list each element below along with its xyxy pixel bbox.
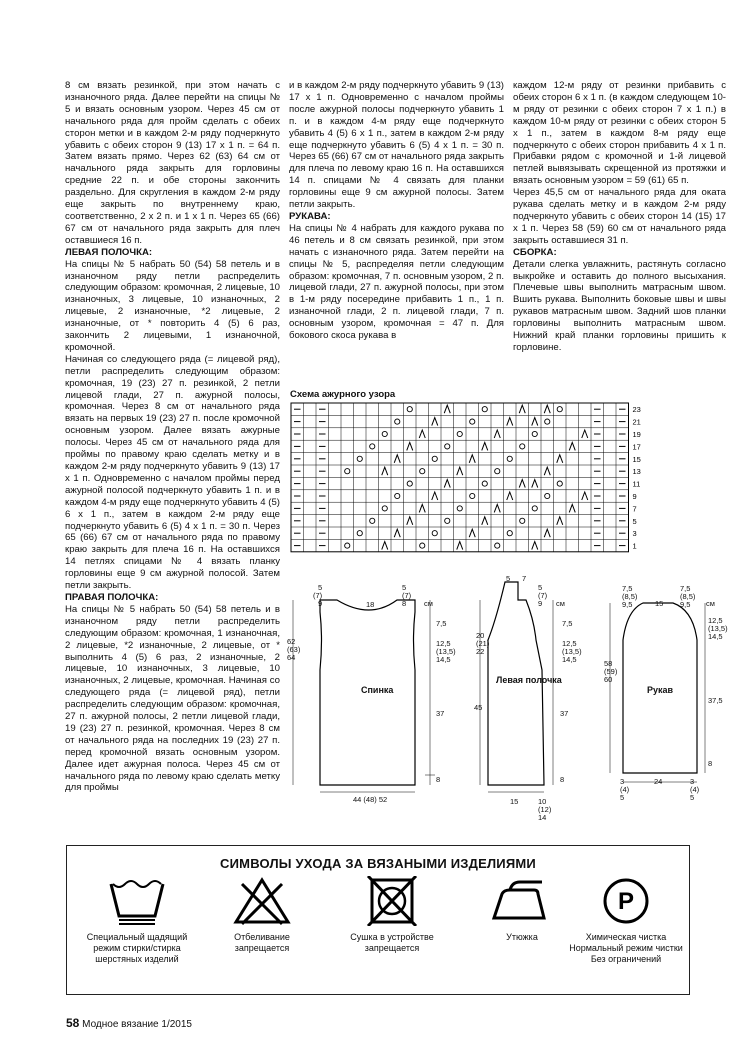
- front-left-2: 45: [474, 703, 483, 712]
- yarn-over-symbol: [407, 481, 412, 486]
- yarn-over-symbol: [445, 444, 450, 449]
- care-label: Отбеливание: [234, 932, 290, 942]
- decrease-symbol: [444, 480, 450, 488]
- yarn-over-symbol: [370, 518, 375, 523]
- sleeve-right-2: 37,5: [708, 696, 723, 705]
- text-column-3: [513, 80, 726, 354]
- row-number: 23: [632, 405, 641, 415]
- yarn-over-symbol: [357, 456, 362, 461]
- front-left-1: 20 (21) 22: [476, 631, 490, 656]
- yarn-over-symbol: [545, 419, 550, 424]
- care-label: Утюжка: [506, 932, 538, 942]
- yarn-over-symbol: [545, 493, 550, 498]
- decrease-symbol: [569, 442, 575, 450]
- care-label: запрещается: [364, 943, 420, 953]
- decrease-symbol: [519, 405, 525, 413]
- decrease-symbol: [494, 504, 500, 512]
- decrease-symbol: [457, 542, 463, 550]
- decrease-symbol: [444, 405, 450, 413]
- yarn-over-symbol: [557, 407, 562, 412]
- decrease-symbol: [432, 492, 438, 500]
- yarn-over-symbol: [395, 493, 400, 498]
- yarn-over-symbol: [482, 407, 487, 412]
- sleeve-top-mid: 15: [655, 599, 664, 608]
- row-number: 17: [632, 442, 641, 452]
- scheme-title: Схема ажурного узора: [290, 389, 396, 400]
- back-right-1: 7,5: [436, 619, 447, 628]
- front-right-1: 7,5: [562, 619, 573, 628]
- yarn-over-symbol: [470, 419, 475, 424]
- back-neck-width: 18: [366, 600, 375, 609]
- yarn-over-symbol: [370, 444, 375, 449]
- sleeve-name: Рукав: [647, 685, 674, 695]
- p-letter: P: [617, 888, 635, 915]
- row-number: 7: [632, 504, 637, 514]
- yarn-over-symbol: [345, 543, 350, 548]
- back-right-4: 8: [436, 775, 441, 784]
- care-symbols-box: [66, 845, 690, 995]
- row-number: 13: [632, 467, 641, 477]
- sleeve-cm: см: [706, 599, 715, 608]
- decrease-symbol: [394, 455, 400, 463]
- yarn-over-symbol: [432, 531, 437, 536]
- care-label: Нормальный режим чистки: [569, 943, 683, 953]
- care-label: Химическая чистка: [585, 932, 667, 942]
- section-heading: ПРАВАЯ ПОЛОЧКА:: [65, 591, 159, 603]
- care-title: СИМВОЛЫ УХОДА ЗА ВЯЗАНЫМИ ИЗДЕЛИЯМИ: [220, 856, 536, 871]
- decrease-symbol: [394, 529, 400, 537]
- paragraph: 8 см вязать резинкой, при этом начать с изнаночного ряда. Далее перейти на спицы № 5 и вязать основным узором. Через 45 см от начального ряда для пройм сделать с обеих сторон метки и в каждом 2-м ряду подчеркнуто убавить с обеих сторон 9 (13) 17 x 1 п. = 64 п. Затем вязать прямо. Через 62 (63) 64 см от начального ряда закрыть для горловины средние 22 п. и обе стороны закончить раздельно. Для скругления в каждом 2-м ряду еще закрыть по внутреннему краю, соответственно, 2 x 2 п. и 1 x 1 п. Через 65 (66) 67 см от начального ряда закрыть для плеч оставшиеся 16 п.: [65, 80, 280, 246]
- dry-clean-p-icon: [601, 876, 651, 926]
- decrease-symbol: [569, 504, 575, 512]
- back-top-left: 5 (7) 9: [313, 583, 323, 608]
- paragraph: На спицы № 5 набрать 50 (54) 58 петель и в изнаночном ряду петли распределить следующим образом: кромочная, 1 изнаночная, 2 лицевые, *2 изнаночные, 2 лицевые, от * выполнить 4 (5) 6 раз, 2 изнаночные, 2 лицевые, 10 изнаночных, 3 лицевые, 10 изнаночных, 2 лицевые, кромочная. Начиная со следующего ряда (= лицевой ряд), петли распределить следующим образом: кромочная, 27 п. ажурной полосы, 2 петли лицевой глади, 19 (23) 27 п. резинкой, кромочная. Через 8 см от начального ряда на последних 19 (23) 27 п. перед кромочной вязать основным узором. Далее идет ажурная полоса. Через 45 см от начального ряда по левому краю сделать метку для проймы: [65, 603, 280, 794]
- back-left: 62 (63) 64: [287, 637, 301, 662]
- row-number: 1: [632, 541, 637, 551]
- yarn-over-symbol: [520, 444, 525, 449]
- sleeve-right-3: 8: [708, 759, 713, 768]
- sleeve-left: 58 (59) 60: [604, 659, 618, 684]
- care-label: Специальный щадящий: [86, 932, 188, 942]
- yarn-over-symbol: [482, 481, 487, 486]
- row-number: 9: [632, 492, 637, 501]
- care-item-gentle-wash: [77, 876, 197, 965]
- care-item-no-bleach: [207, 876, 317, 954]
- care-item-no-tumble-dry: [327, 876, 457, 954]
- back-right-2: 12,5 (13,5) 14,5: [436, 639, 456, 664]
- decrease-symbol: [419, 430, 425, 438]
- section-heading: ЛЕВАЯ ПОЛОЧКА:: [65, 246, 153, 258]
- sleeve-right-1: 12,5 (13,5) 14,5: [708, 616, 728, 641]
- row-number: 3: [632, 529, 637, 539]
- paragraph: каждом 12-м ряду от резинки прибавить с обеих сторон 6 x 1 п. (в каждом следующем 10-м ряду от резинки с обеих сторон 7 x 1 п.) в каждом 10-м ряду от резинки с обеих сторон 5 x 1 п., затем в каждом 8-м ряду еще подчеркнуто с обеих сторон прибавить 4 x 1 п. Прибавки рядом с кромочной и 1-й лицевой петлей вывязывать скрещенной из протяжки и вязать основным узором = 59 (61) 65 п.: [513, 80, 726, 187]
- yarn-over-symbol: [470, 493, 475, 498]
- back-right-3: 37: [436, 709, 445, 718]
- decrease-symbol: [544, 405, 550, 413]
- paragraph: На спицы № 4 набрать для каждого рукава по 46 петель и 8 см связать резинкой, при этом начать с изнаночного ряда. Затем перейти на спицы № 5, распределяя петли следующим образом: кромочная, 7 п. основным узором, 2 п. лицевой глади, 27 п. ажурной полосы, при этом в 1-м ряду посередине прибавить 1 п., 1 п. изнаночной глади, 2 п. лицевой глади, 7 п. основным узором, кромочная = 47 п. Для бокового скоса рукава в: [289, 222, 504, 342]
- decrease-symbol: [544, 467, 550, 475]
- front-top-right: 5 (7) 9: [538, 583, 548, 608]
- front-top-7: 7: [522, 574, 527, 583]
- row-number: 5: [632, 516, 637, 526]
- care-label: запрещается: [234, 943, 290, 953]
- back-bottom: 44 (48) 52: [353, 795, 388, 804]
- page-footer: [66, 1016, 192, 1030]
- decrease-symbol: [532, 480, 538, 488]
- sleeve-bottom-right: 3 (4) 5: [690, 777, 700, 802]
- yarn-over-symbol: [457, 431, 462, 436]
- row-number: 21: [632, 417, 641, 427]
- decrease-symbol: [469, 455, 475, 463]
- paragraph: На спицы № 5 набрать 50 (54) 58 петель и в изнаночном ряду петли распределить следующим образом: кромочная, 2 лицевые, 10 изнаночных, 3 лицевые, 10 изнаночных, 2 лицевые, 2 изнаночные, *2 лицевые, 2 изнаночные, от * повторить 4 (5) 6 раз, закончить 2 лицевыми, 1 изнаночной, кромочной.: [65, 258, 280, 353]
- front-right-3: 37: [560, 709, 569, 718]
- yarn-over-symbol: [520, 518, 525, 523]
- yarn-over-symbol: [420, 469, 425, 474]
- yarn-over-symbol: [457, 506, 462, 511]
- no-bleach-icon: [232, 876, 292, 926]
- text-column-1: [65, 80, 280, 794]
- decrease-symbol: [557, 455, 563, 463]
- front-bottom-left: 15: [510, 797, 519, 806]
- lace-chart: [290, 402, 656, 554]
- left-front-pattern: [468, 570, 598, 825]
- decrease-symbol: [494, 430, 500, 438]
- yarn-over-symbol: [495, 469, 500, 474]
- yarn-over-symbol: [532, 431, 537, 436]
- decrease-symbol: [407, 517, 413, 525]
- care-item-dry-clean: [565, 876, 687, 965]
- decrease-symbol: [419, 504, 425, 512]
- section-heading: СБОРКА:: [513, 246, 557, 258]
- yarn-over-symbol: [395, 419, 400, 424]
- yarn-over-symbol: [445, 518, 450, 523]
- care-item-iron: [477, 876, 567, 943]
- decrease-symbol: [457, 467, 463, 475]
- sleeve-bottom-mid: 24: [654, 777, 663, 786]
- yarn-over-symbol: [507, 531, 512, 536]
- front-top-5: 5: [506, 574, 511, 583]
- front-bottom-right: 10 (12) 14: [538, 797, 552, 822]
- back-cm: см: [424, 599, 433, 608]
- yarn-over-symbol: [495, 543, 500, 548]
- text-column-2: [289, 80, 504, 342]
- care-label: шерстяных изделий: [95, 954, 179, 964]
- sleeve-top-right: 7,5 (8,5) 9,5: [680, 584, 696, 609]
- chart-grid: [291, 403, 629, 552]
- front-name: Левая полочка: [496, 675, 562, 685]
- front-right-2: 12,5 (13,5) 14,5: [562, 639, 582, 664]
- decrease-symbol: [519, 480, 525, 488]
- care-label: режим стирки/стирка: [93, 943, 181, 953]
- yarn-over-symbol: [345, 469, 350, 474]
- paragraph: Детали слегка увлажнить, растянуть согласно выкройке и оставить до полного высыхания. Плечевые швы выполнить матрасным швом. Вшить рукава. Выполнить боковые швы и швы рукавов матрасным швом. Задний шов планки горловины выполнить матрасным швом. Нижний край планки горловины пришить к горловине.: [513, 258, 726, 353]
- decrease-symbol: [407, 442, 413, 450]
- front-right-4: 8: [560, 775, 565, 784]
- decrease-symbol: [482, 442, 488, 450]
- paragraph: Начиная со следующего ряда (= лицевой ряд), петли распределить следующим образом: кромочная, 19 (23) 27 п. резинкой, 2 петли лицевой глади, 27 п. ажурной полосы, кромочная. Через 8 см от начального ряда вязать на первых 19 (23) 27 п. после кромочной основным узором. Далее вязать ажурные полосы. Через 45 см от начального ряда для проймы по правому краю сделать метку и в каждом 2-м ряду подчеркнуто убавить 9 (13) 17 x 1 п. Одновременно с началом проймы перед ажурной полосой подчеркнуто убавить 1 п. и в каждом 4-м ряду еще подчеркнуто убавить 4 (5) 6 x 1 п., затем в каждом 2-м ряду еще подчеркнуто убавить 6 (5) 4 x 1 п. = 30 п. Через 65 (66) 67 см от начального ряда по правому краю закрыть для плеча 16 п. На оставшихся 14 петлях спицами № 4 вязать планку горловины еще 9 см ажурной полосой. Затем петли закрыть.: [65, 353, 280, 592]
- sleeve-bottom-left: 3 (4) 5: [620, 777, 630, 802]
- decrease-symbol: [382, 542, 388, 550]
- gentle-wash-icon: [107, 876, 167, 926]
- magazine-name: Модное вязание 1/2015: [82, 1019, 192, 1030]
- yarn-over-symbol: [382, 431, 387, 436]
- yarn-over-symbol: [532, 506, 537, 511]
- decrease-symbol: [532, 418, 538, 426]
- yarn-over-symbol: [432, 456, 437, 461]
- row-number: 11: [632, 479, 641, 489]
- care-label: Сушка в устройстве: [350, 932, 434, 942]
- decrease-symbol: [557, 517, 563, 525]
- decrease-symbol: [582, 430, 588, 438]
- back-name: Спинка: [361, 685, 394, 695]
- decrease-symbol: [507, 492, 513, 500]
- yarn-over-symbol: [420, 543, 425, 548]
- no-tumble-dry-icon: [362, 876, 422, 926]
- paragraph: и в каждом 2-м ряду подчеркнуто убавить 9 (13) 17 x 1 п. Одновременно с началом проймы после ажурной полосы подчеркнуто убавить 1 п. и в каждом 4-м ряду еще подчеркнуто убавить 4 (5) 6 x 1 п., затем в каждом 2-м ряду еще подчеркнуто убавить 6 (5) 4 x 1 п. = 30 п. Через 65 (66) 67 см от начального ряда закрыть для плеча по левому краю 16 п. На оставшихся 14 п. спицами № 4 связать для планки горловины еще 9 см ажурной полосы. Затем петли закрыть.: [289, 80, 504, 211]
- back-top-right: 5 (7) 8: [402, 583, 412, 608]
- care-label: Без ограничений: [590, 954, 662, 964]
- row-number: 15: [632, 454, 641, 464]
- section-heading: РУКАВА:: [289, 210, 331, 222]
- decrease-symbol: [482, 517, 488, 525]
- yarn-over-symbol: [357, 531, 362, 536]
- yarn-over-symbol: [382, 506, 387, 511]
- yarn-over-symbol: [407, 407, 412, 412]
- page-number: 58: [66, 1016, 80, 1030]
- row-number: 19: [632, 430, 641, 439]
- decrease-symbol: [544, 529, 550, 537]
- decrease-symbol: [532, 542, 538, 550]
- yarn-over-symbol: [507, 456, 512, 461]
- front-cm: см: [556, 599, 565, 608]
- sleeve-top-left: 7,5 (8,5) 9,5: [622, 584, 638, 609]
- decrease-symbol: [507, 418, 513, 426]
- yarn-over-symbol: [557, 481, 562, 486]
- decrease-symbol: [432, 418, 438, 426]
- decrease-symbol: [582, 492, 588, 500]
- iron-icon: [490, 876, 554, 926]
- decrease-symbol: [382, 467, 388, 475]
- decrease-symbol: [469, 529, 475, 537]
- paragraph: Через 45,5 см от начального ряда для оката рукава сделать метку и в каждом 2-м ряду подчеркнуто убавить с обеих сторон 14 (15) 17 x 1 п. Через 58 (59) 60 см от начального ряда закрыть оставшиеся 31 п.: [513, 187, 726, 246]
